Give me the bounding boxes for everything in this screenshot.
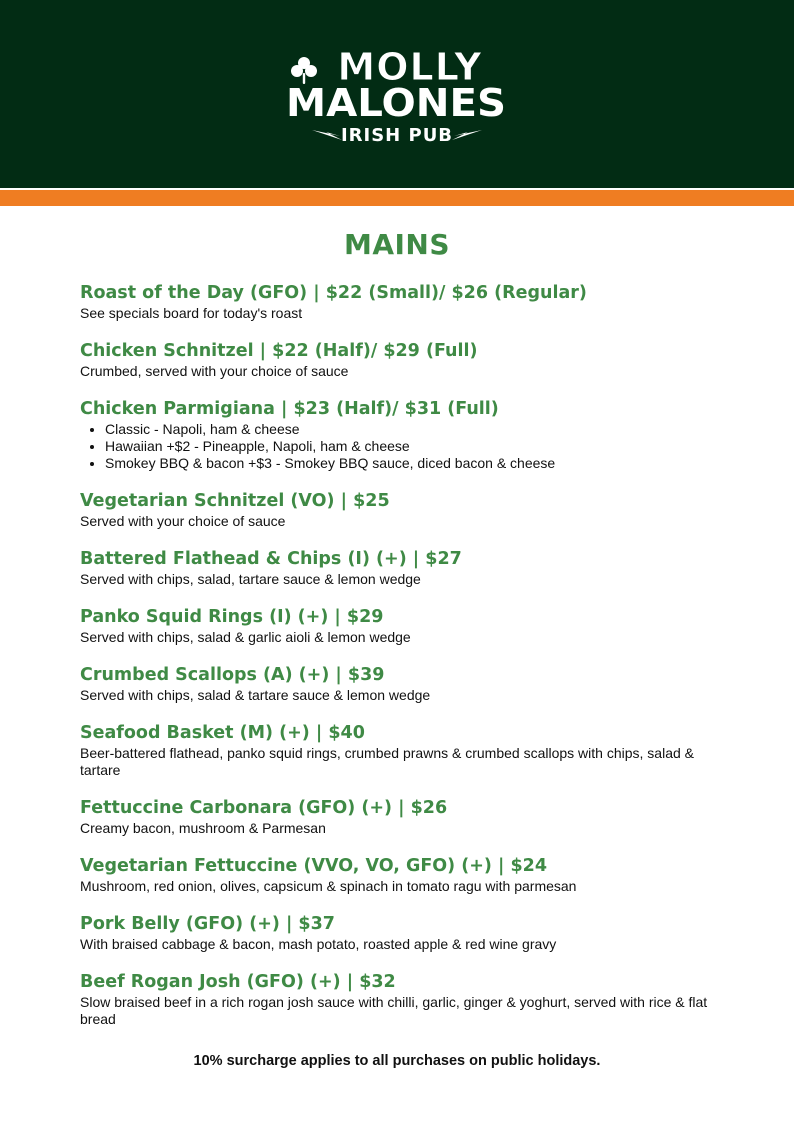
menu-item xyxy=(80,490,720,530)
logo-line2: MALONES xyxy=(286,81,506,125)
menu-item-description: See specials board for today's roast xyxy=(80,305,303,321)
menu-list xyxy=(80,282,720,1046)
menu-item-name: Roast of the Day (GFO) | $22 (Small)/ $26 (Regular) xyxy=(80,283,587,303)
menu-item-name: Seafood Basket (M) (+) | $40 xyxy=(80,723,365,743)
menu-item-name: Beef Rogan Josh (GFO) (+) | $32 xyxy=(80,972,396,992)
menu-item xyxy=(80,797,720,837)
logo-line3: IRISH PUB xyxy=(340,125,454,146)
menu-item-option: • Classic - Napoli, ham & cheese xyxy=(105,421,720,438)
menu-item xyxy=(80,340,720,380)
logo-line1: MOLLY xyxy=(337,45,483,89)
menu-item-description: Creamy bacon, mushroom & Parmesan xyxy=(80,820,326,836)
menu-item-description: Slow braised beef in a rich rogan josh sauce with chilli, garlic, ginger & yoghurt, served with rice & flat bread xyxy=(80,994,708,1027)
menu-item-description: Served with chips, salad & tartare sauce & lemon wedge xyxy=(80,687,431,703)
left-flourish xyxy=(312,130,342,140)
logo-graphic xyxy=(282,40,512,150)
menu-item-option: • Smokey BBQ & bacon +$3 - Smokey BBQ sauce, diced bacon & cheese xyxy=(105,455,720,472)
menu-item xyxy=(80,282,720,322)
menu-item xyxy=(80,913,720,953)
menu-item-name: Battered Flathead & Chips (I) (+) | $27 xyxy=(80,549,462,569)
menu-item xyxy=(80,548,720,588)
menu-item-description: Served with your choice of sauce xyxy=(80,513,286,529)
menu-item-name: Panko Squid Rings (I) (+) | $29 xyxy=(80,607,384,627)
menu-item-options xyxy=(80,421,720,472)
menu-item-name: Fettuccine Carbonara (GFO) (+) | $26 xyxy=(80,798,448,818)
shamrock-icon xyxy=(291,57,317,84)
menu-item-name: Chicken Parmigiana | $23 (Half)/ $31 (Full) xyxy=(80,399,499,419)
right-flourish xyxy=(452,130,482,140)
menu-item-name: Crumbed Scallops (A) (+) | $39 xyxy=(80,665,385,685)
menu-item-description: Beer-battered flathead, panko squid rings, crumbed prawns & crumbed scallops with chips, salad & tartare xyxy=(80,745,694,778)
menu-item xyxy=(80,398,720,472)
divider-orange xyxy=(0,190,794,206)
menu-item-option: • Hawaiian +$2 - Pineapple, Napoli, ham & cheese xyxy=(105,438,720,455)
menu-item xyxy=(80,722,720,779)
pub-logo xyxy=(282,40,512,150)
menu-item-description: With braised cabbage & bacon, mash potato, roasted apple & red wine gravy xyxy=(80,936,557,952)
menu-item-name: Pork Belly (GFO) (+) | $37 xyxy=(80,914,335,934)
menu-item xyxy=(80,606,720,646)
menu-item-description: Served with chips, salad, tartare sauce & lemon wedge xyxy=(80,571,421,587)
menu-item xyxy=(80,664,720,704)
menu-item-name: Chicken Schnitzel | $22 (Half)/ $29 (Full) xyxy=(80,341,478,361)
menu-item-description: Crumbed, served with your choice of sauce xyxy=(80,363,349,379)
menu-item-name: Vegetarian Fettuccine (VVO, VO, GFO) (+) | $24 xyxy=(80,856,548,876)
surcharge-note: 10% surcharge applies to all purchases on public holidays. xyxy=(193,1053,601,1069)
menu-item-description: Mushroom, red onion, olives, capsicum & spinach in tomato ragu with parmesan xyxy=(80,878,577,894)
menu-item xyxy=(80,855,720,895)
menu-item xyxy=(80,971,720,1028)
section-title: MAINS xyxy=(343,228,451,261)
menu-item-name: Vegetarian Schnitzel (VO) | $25 xyxy=(80,491,390,511)
menu-item-description: Served with chips, salad & garlic aioli & lemon wedge xyxy=(80,629,411,645)
header-banner xyxy=(0,0,794,188)
